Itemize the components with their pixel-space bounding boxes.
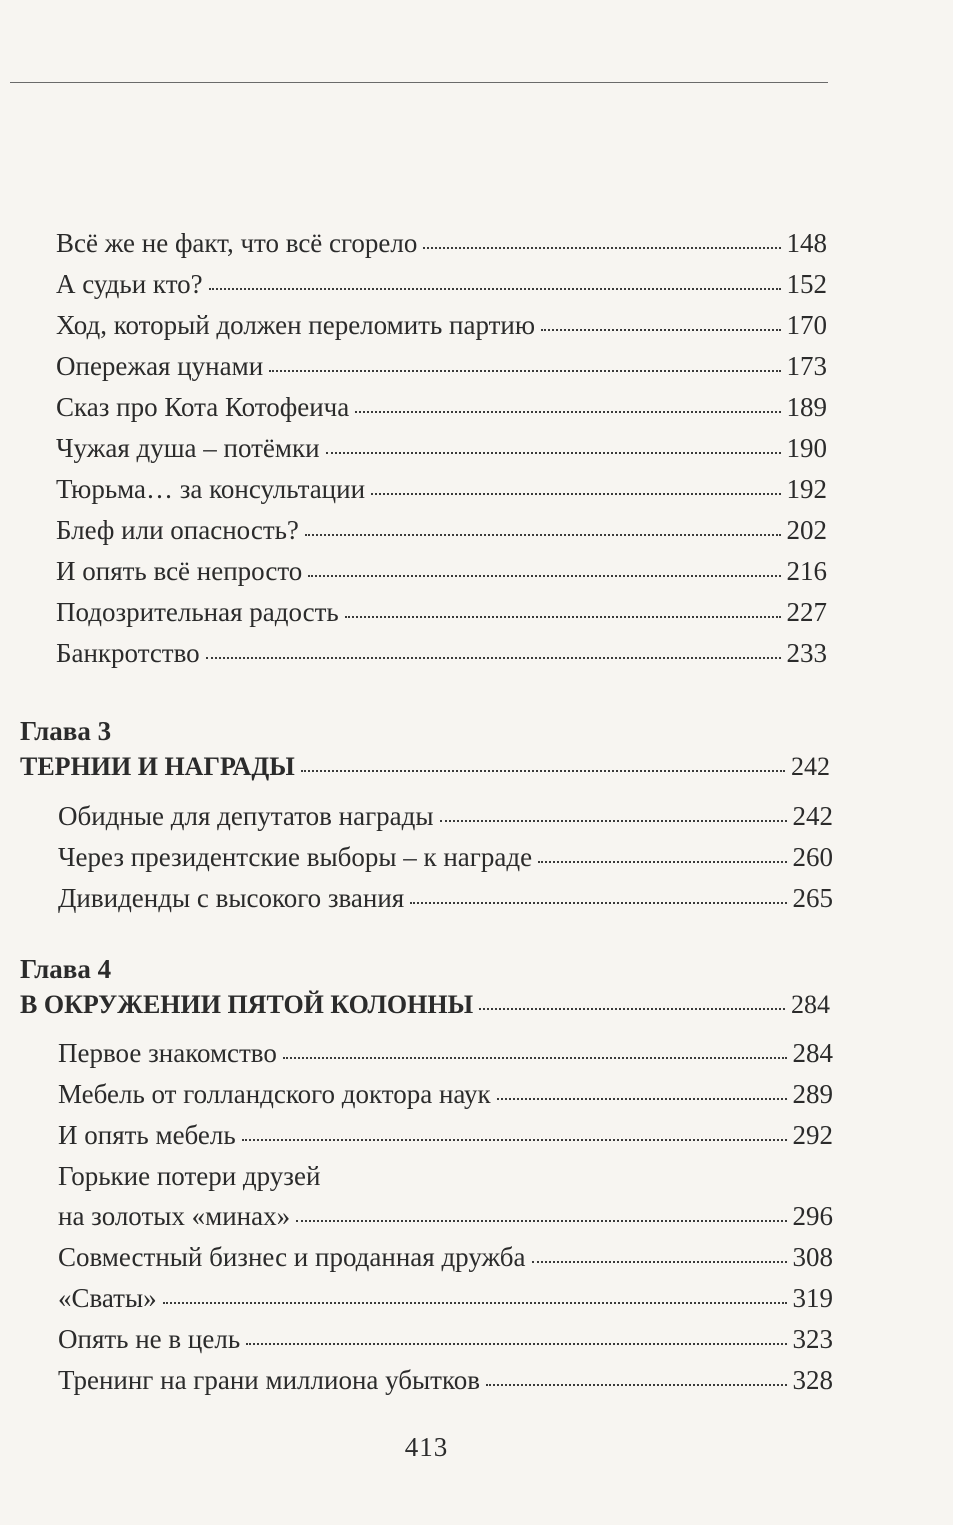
dot-leader — [423, 247, 780, 249]
toc-entry-title: И опять всё непросто — [56, 556, 303, 586]
chapter-title: ТЕРНИИ И НАГРАДЫ — [20, 752, 295, 781]
dot-leader — [497, 1098, 787, 1100]
dot-leader — [246, 1343, 786, 1345]
toc-entry-page: 308 — [792, 1242, 833, 1272]
dot-leader — [305, 534, 781, 536]
toc-entry-page: 323 — [792, 1324, 833, 1354]
dot-leader — [283, 1057, 787, 1059]
dot-leader — [242, 1139, 787, 1141]
toc-entry-page: 242 — [792, 801, 833, 831]
dot-leader — [538, 861, 786, 863]
toc-entry-title: Опять не в цель — [58, 1324, 241, 1354]
toc-entry[interactable] — [56, 472, 827, 506]
toc-entry[interactable] — [56, 636, 827, 670]
toc-entry-page: 319 — [792, 1283, 833, 1313]
toc-entry[interactable] — [56, 349, 827, 383]
toc-entry-page: 233 — [786, 638, 827, 668]
toc-entry-page: 152 — [786, 269, 827, 299]
dot-leader — [308, 575, 780, 577]
toc-entry-title: И опять мебель — [58, 1120, 236, 1150]
toc-entry[interactable] — [58, 1199, 833, 1233]
toc-entry[interactable] — [56, 308, 827, 342]
dot-leader — [209, 288, 781, 290]
toc-entry-page: 265 — [792, 883, 833, 913]
toc-entry-title: на золотых «минах» — [58, 1201, 291, 1231]
toc-entry-page: 148 — [786, 228, 827, 258]
toc-entry-page: 289 — [792, 1079, 833, 1109]
dot-leader — [301, 770, 785, 772]
toc-entry-title: А судьи кто? — [56, 269, 203, 299]
toc-entry-page: 192 — [786, 474, 827, 504]
toc-entry[interactable] — [58, 1281, 833, 1315]
toc-entry[interactable] — [58, 1077, 833, 1111]
toc-entry-page: 216 — [786, 556, 827, 586]
toc-entry-title: Совместный бизнес и проданная дружба — [58, 1242, 526, 1272]
toc-entry[interactable] — [56, 267, 827, 301]
toc-entry-title: Чужая душа – потёмки — [56, 433, 320, 463]
toc-entry-title: Всё же не факт, что всё сгорело — [56, 228, 418, 258]
toc-entry-title: Блеф или опасность? — [56, 515, 299, 545]
chapter-label: Глава 4 — [20, 954, 112, 984]
toc-entry-page: 227 — [786, 597, 827, 627]
dot-leader — [410, 902, 786, 904]
toc-entry-title: Через президентские выборы – к награде — [58, 842, 533, 872]
toc-entry-page: 284 — [792, 1038, 833, 1068]
toc-entry-title-line1: Горькие потери друзей — [58, 1161, 321, 1191]
toc-entry[interactable] — [58, 840, 833, 874]
toc-entry-title: Мебель от голландского доктора наук — [58, 1079, 491, 1109]
dot-leader — [486, 1384, 787, 1386]
toc-entry[interactable] — [56, 554, 827, 588]
toc-entry[interactable] — [58, 1363, 833, 1397]
toc-entry-title: Подозрительная радость — [56, 597, 339, 627]
dot-leader — [296, 1220, 786, 1222]
chapter-label: Глава 3 — [20, 716, 112, 746]
toc-entry[interactable] — [56, 595, 827, 629]
toc-entry-title: Сказ про Кота Котофеича — [56, 392, 350, 422]
chapter-title: В ОКРУЖЕНИИ ПЯТОЙ КОЛОННЫ — [20, 990, 474, 1019]
toc-entry[interactable] — [58, 799, 833, 833]
toc-entry-page: 170 — [786, 310, 827, 340]
dot-leader — [269, 370, 780, 372]
header-rule — [10, 82, 828, 83]
toc-entry-title: Банкротство — [56, 638, 200, 668]
toc-entry-title: Опережая цунами — [56, 351, 264, 381]
toc-entry-title: Обидные для депутатов награды — [58, 801, 434, 831]
toc-entry-title: Дивиденды с высокого звания — [58, 883, 405, 913]
toc-entry[interactable] — [58, 1322, 833, 1356]
toc-entry-page: 328 — [792, 1365, 833, 1395]
toc-entry-title: Первое знакомство — [58, 1038, 277, 1068]
toc-entry-page: 190 — [786, 433, 827, 463]
dot-leader — [371, 493, 780, 495]
dot-leader — [206, 657, 781, 659]
dot-leader — [440, 820, 787, 822]
dot-leader — [326, 452, 781, 454]
toc-entry-page: 292 — [792, 1120, 833, 1150]
dot-leader — [532, 1261, 787, 1263]
toc-entry-page: 202 — [786, 515, 827, 545]
toc-entry-page: 189 — [786, 392, 827, 422]
toc-entry-page: 296 — [792, 1201, 833, 1231]
chapter-title-entry[interactable] — [20, 750, 830, 784]
toc-entry[interactable] — [58, 1118, 833, 1152]
toc-entry-title: Тюрьма… за консультации — [56, 474, 366, 504]
chapter-page: 284 — [791, 990, 830, 1019]
dot-leader — [355, 411, 780, 413]
chapter-title-entry[interactable] — [20, 988, 830, 1022]
dot-leader — [479, 1008, 785, 1010]
toc-entry-title: Ход, который должен переломить партию — [56, 310, 536, 340]
toc-entry[interactable] — [58, 881, 833, 915]
toc-entry[interactable] — [58, 1036, 833, 1070]
toc-entry-page: 260 — [792, 842, 833, 872]
dot-leader — [163, 1302, 787, 1304]
toc-entry[interactable] — [56, 431, 827, 465]
chapter-page: 242 — [791, 752, 830, 781]
toc-entry-title: «Сваты» — [58, 1283, 157, 1313]
toc-entry-page: 173 — [786, 351, 827, 381]
toc-entry[interactable] — [58, 1240, 833, 1274]
dot-leader — [345, 616, 781, 618]
toc-entry-title: Тренинг на грани миллиона убытков — [58, 1365, 480, 1395]
toc-entry[interactable] — [56, 226, 827, 260]
toc-entry[interactable] — [56, 390, 827, 424]
toc-entry[interactable] — [56, 513, 827, 547]
page-number: 413 — [404, 1432, 449, 1462]
dot-leader — [541, 329, 780, 331]
